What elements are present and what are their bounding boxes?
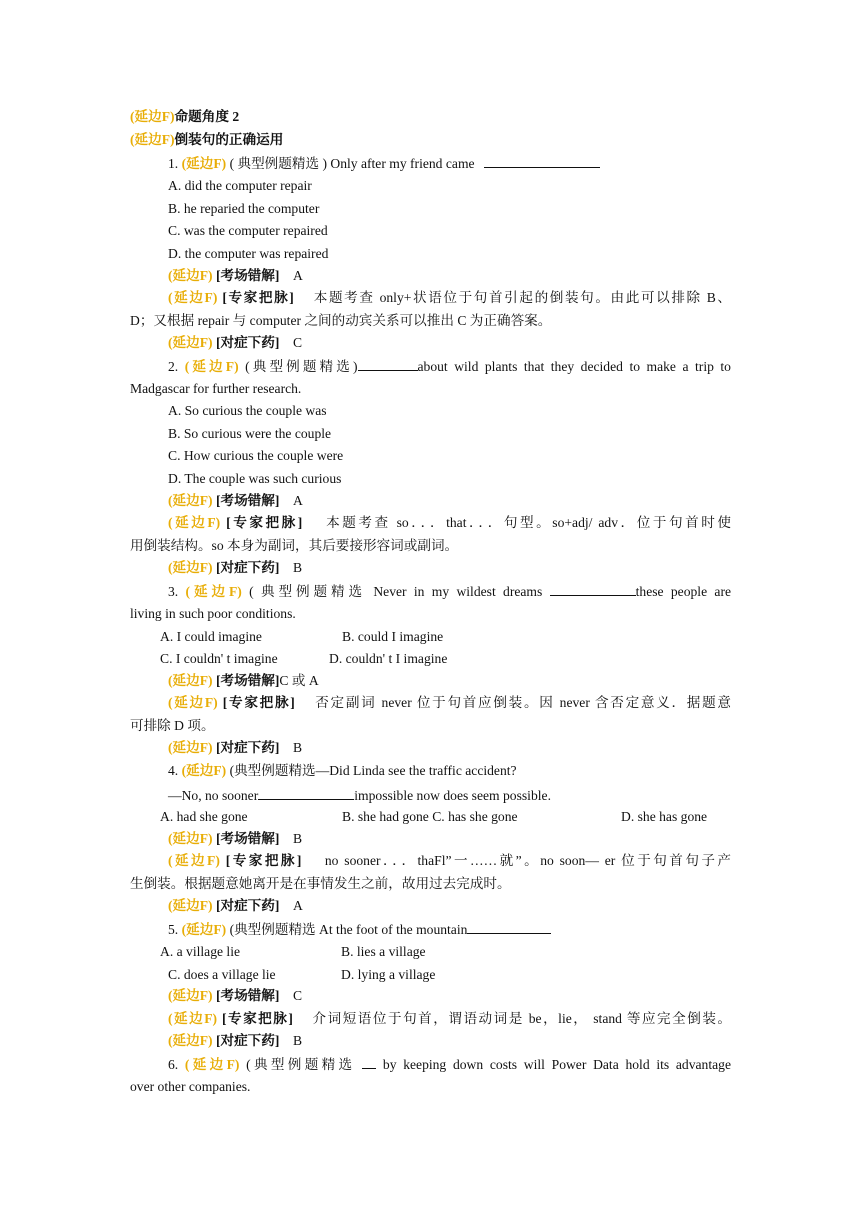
q6-tail: by keeping down costs will Power Data hold its advantage	[382, 1057, 731, 1072]
tag: (延边F)	[168, 673, 213, 688]
q6-stem-cont: over other companies.	[130, 1079, 251, 1094]
remedy-answer: B	[292, 1033, 303, 1048]
section-title-2: 倒装句的正确运用	[174, 132, 284, 147]
tag: (延边F)	[184, 1057, 240, 1072]
q3-expert	[130, 694, 731, 712]
q2-trap	[168, 492, 303, 510]
remedy-label: [对症下药]	[215, 1033, 280, 1048]
tag: (延边F)	[168, 898, 213, 913]
tag: (延边F)	[168, 831, 213, 846]
q1-lead: ( 典型例题精选 ) Only after my friend came	[229, 156, 475, 171]
trap-label: [考场错解]	[215, 268, 280, 283]
q1-stem	[168, 154, 600, 173]
tag: (延边F)	[185, 584, 242, 599]
tag: (延边F)	[168, 695, 218, 710]
q3-option-b: B. could I imagine	[342, 629, 444, 644]
tag: (延边F)	[168, 988, 213, 1003]
trap-answer: C	[292, 988, 303, 1003]
expert-text: 介词短语位于句首，谓语动词是 be，lie， stand 等应完全倒装。	[312, 1011, 732, 1026]
tag: (延边F)	[168, 1011, 218, 1026]
tag: (延边F)	[181, 922, 227, 937]
q5-trap	[168, 987, 302, 1005]
section-heading-1	[130, 108, 239, 126]
q3-remedy	[168, 739, 302, 757]
remedy-label: [对症下药]	[215, 740, 280, 755]
expert-text: no sooner．．．thaFl”一……就”。no soon— er 位于句首句子产	[324, 853, 732, 868]
remedy-label: [对症下药]	[215, 898, 280, 913]
tag: (延边F)	[168, 560, 213, 575]
q4-expert-cont: 生倒装。根据题意她离开是在事情发生之前，故用过去完成时。	[130, 876, 511, 891]
expert-label: [专家把脉]	[226, 515, 303, 530]
q5-remedy	[168, 1032, 302, 1050]
q4-remedy	[168, 897, 303, 915]
remedy-answer: A	[292, 898, 303, 913]
q2-tail: about wild plants that they decided to make a trip to	[417, 359, 731, 374]
q2-stem	[130, 357, 731, 376]
q4-option-d: D. she has gone	[621, 809, 708, 824]
q4-lead: (典型例题精选—Did Linda see the traffic accident?	[229, 763, 517, 778]
q4-reply: —No, no sooner	[168, 788, 259, 803]
q2-option-a: A. So curious the couple was	[168, 403, 327, 418]
answer-blank	[258, 786, 354, 800]
q3-option-a: A. I could imagine	[160, 629, 262, 644]
tag: (延边F)	[168, 335, 213, 350]
q5-stem	[168, 920, 551, 939]
q3-number: 3.	[168, 584, 179, 599]
q1-trap	[168, 267, 303, 285]
answer-blank	[550, 582, 636, 596]
q4-option-a: A. had she gone	[160, 809, 248, 824]
q3-option-d: D. couldn' t I imagine	[329, 651, 448, 666]
q6-number: 6.	[168, 1057, 179, 1072]
q3-option-c: C. I couldn' t imagine	[160, 651, 278, 666]
q5-option-b: B. lies a village	[341, 944, 426, 959]
expert-text: 本题考查 so．．．that．．．句型。so+adj/ adv．位于句首时使	[326, 515, 731, 530]
q1-remedy	[168, 334, 302, 352]
expert-label: [专家把脉]	[225, 853, 302, 868]
tag: (延边F)	[181, 156, 227, 171]
trap-label: [考场错解]	[215, 673, 280, 688]
trap-answer: A	[292, 268, 303, 283]
q1-option-c: C. was the computer repaired	[168, 223, 328, 238]
q4-expert	[130, 852, 731, 870]
trap-answer: A	[292, 493, 303, 508]
q3-stem	[130, 582, 731, 601]
q1-option-d: D. the computer was repaired	[168, 246, 329, 261]
q2-expert	[130, 514, 731, 532]
answer-blank	[358, 357, 418, 371]
trap-answer: C 或 A	[279, 673, 319, 688]
tag: (延边F)	[168, 853, 220, 868]
q2-number: 2.	[168, 359, 179, 374]
remedy-label: [对症下药]	[215, 335, 280, 350]
trap-answer: B	[292, 831, 303, 846]
q5-option-a: A. a village lie	[160, 944, 241, 959]
q5-number: 5.	[168, 922, 179, 937]
remedy-answer: B	[292, 740, 303, 755]
q3-lead: ( 典型例题精选 Never in my wildest dreams	[249, 584, 543, 599]
q4-option-bc: B. she had gone C. has she gone	[342, 809, 518, 824]
tag: (延边F)	[168, 268, 213, 283]
remedy-answer: C	[292, 335, 303, 350]
expert-text: 本题考查 only+状语位于句首引起的倒装句。由此可以排除 B、	[313, 290, 731, 305]
q5-lead: (典型例题精选 At the foot of the mountain	[229, 922, 468, 937]
q5-expert	[130, 1010, 731, 1028]
expert-label: [专家把脉]	[222, 290, 294, 305]
q1-option-a: A. did the computer repair	[168, 178, 312, 193]
q2-option-c: C. How curious the couple were	[168, 448, 344, 463]
q5-option-d: D. lying a village	[341, 967, 436, 982]
remedy-label: [对症下药]	[215, 560, 280, 575]
q3-tail: these people are	[635, 584, 732, 599]
q5-option-c: C. does a village lie	[168, 967, 276, 982]
tag: (延边F)	[130, 132, 175, 147]
q4-number: 4.	[168, 763, 179, 778]
q3-stem-cont: living in such poor conditions.	[130, 606, 296, 621]
tag: (延边F)	[168, 290, 218, 305]
q2-stem-cont: Madgascar for further research.	[130, 381, 302, 396]
q4-stem	[168, 762, 517, 780]
tag: (延边F)	[168, 740, 213, 755]
trap-label: [考场错解]	[215, 493, 280, 508]
q4-trap	[168, 830, 302, 848]
tag: (延边F)	[168, 1033, 213, 1048]
q6-stem	[130, 1055, 731, 1074]
trap-label: [考场错解]	[215, 988, 280, 1003]
q3-expert-cont: 可排除 D 项。	[130, 718, 215, 733]
tag: (延边F)	[130, 109, 175, 124]
expert-label: [专家把脉]	[221, 1011, 293, 1026]
expert-label: [专家把脉]	[222, 695, 295, 710]
section-title-1: 命题角度 2	[174, 109, 240, 124]
trap-label: [考场错解]	[215, 831, 280, 846]
q2-option-b: B. So curious were the couple	[168, 426, 332, 441]
expert-text: 否定副词 never 位于句首应倒装。因 never 含否定意义．据题意	[315, 695, 732, 710]
q4-stem-cont	[168, 786, 551, 805]
answer-blank	[467, 920, 551, 934]
answer-blank	[484, 154, 600, 168]
q1-number: 1.	[168, 156, 179, 171]
tag: (延边F)	[184, 359, 239, 374]
q6-lead: (典型例题精选	[246, 1057, 356, 1072]
q1-expert	[130, 289, 731, 307]
remedy-answer: B	[292, 560, 303, 575]
q3-trap	[168, 672, 319, 690]
q4-reply-tail: impossible now does seem possible.	[354, 788, 551, 803]
tag: (延边F)	[168, 515, 221, 530]
q2-option-d: D. The couple was such curious	[168, 471, 342, 486]
tag: (延边F)	[181, 763, 227, 778]
answer-blank	[362, 1055, 376, 1069]
q1-option-b: B. he reparied the computer	[168, 201, 320, 216]
section-heading-2	[130, 131, 283, 149]
q2-lead: (典型例题精选)	[245, 359, 358, 374]
q1-expert-cont: D；又根据 repair 与 computer 之间的动宾关系可以推出 C 为正确答案。	[130, 313, 552, 328]
q2-expert-cont: 用倒装结构。so 本身为副词，其后要接形容词或副词。	[130, 538, 459, 553]
tag: (延边F)	[168, 493, 213, 508]
q2-remedy	[168, 559, 302, 577]
